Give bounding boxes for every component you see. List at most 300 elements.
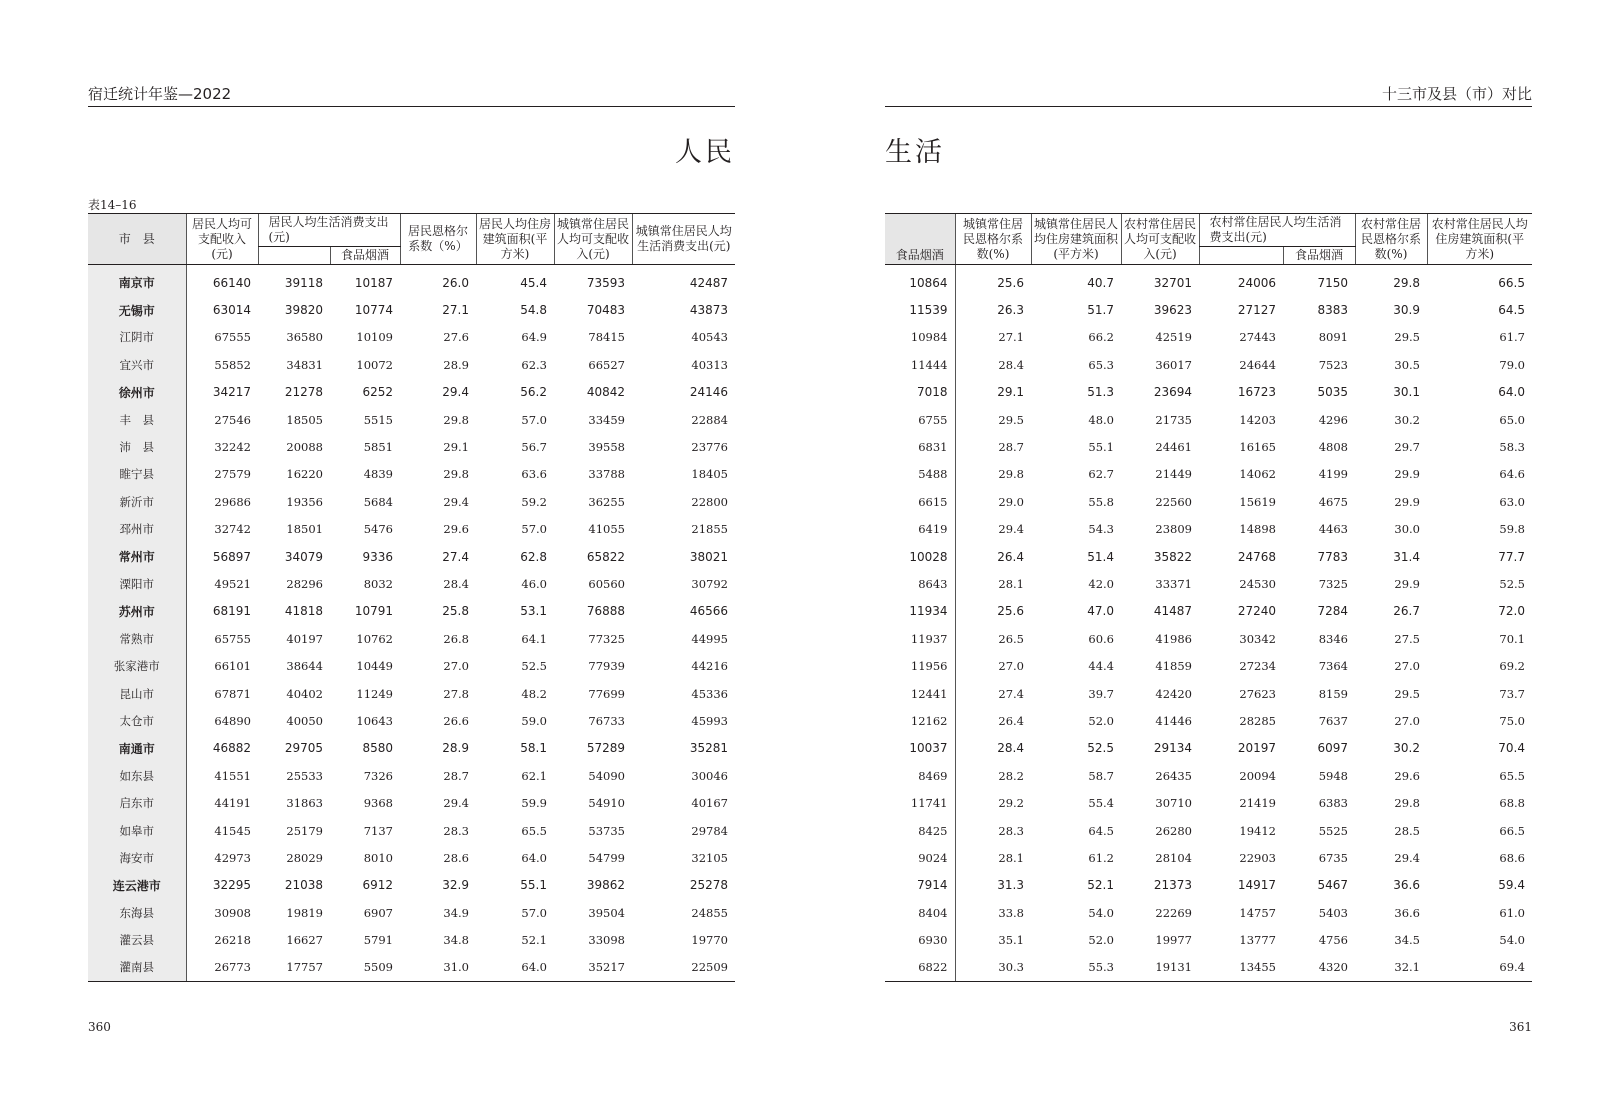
cell-food: 6907 [363,905,393,920]
table-row [885,570,1532,597]
cell-urban-food: 6419 [885,516,955,543]
cell-engel: 28.7 [443,768,469,783]
cell-housing: 64.9 [521,330,547,345]
table-row [88,625,735,652]
cell-rural-income: 21449 [1155,467,1192,482]
cell-urban-engel: 28.4 [998,357,1024,372]
cell-income: 66101 [214,659,251,674]
cell-engel: 28.9 [442,741,469,756]
cell-consumption: 29705 [284,741,323,756]
table-row [88,461,735,488]
table-row [885,265,1532,297]
cell-consumption: 40050 [286,713,323,728]
header-consumption: 居民人均生活消费支出(元) [258,214,400,247]
cell-rural-housing: 64.6 [1499,467,1525,482]
cell-urban-income: 77939 [588,659,625,674]
cell-rural-income: 41487 [1153,604,1192,619]
cell-rural-food: 6383 [1318,796,1348,811]
cell-urban-income: 41055 [588,522,625,537]
table-row [885,899,1532,926]
cell-rural-housing: 79.0 [1499,357,1525,372]
cell-urban-engel: 33.8 [998,905,1024,920]
page-number-right: 361 [1509,1020,1532,1034]
cell-urban-housing: 55.4 [1088,796,1114,811]
cell-rural-consumption: 14917 [1237,878,1276,893]
cell-urban-housing: 54.0 [1088,905,1114,920]
cell-name: 太仓市 [88,707,186,734]
table-row [88,570,735,597]
cell-rural-income: 36017 [1155,357,1192,372]
cell-rural-income: 21735 [1155,412,1192,427]
cell-rural-engel: 29.9 [1394,576,1420,591]
cell-urban-income: 54090 [588,768,625,783]
cell-housing: 54.8 [520,303,547,318]
cell-rural-engel: 29.9 [1394,467,1420,482]
cell-name: 苏州市 [88,598,186,625]
cell-food: 10449 [356,659,393,674]
cell-engel: 27.0 [443,659,469,674]
table-row [88,954,735,982]
cell-rural-consumption: 13777 [1239,933,1276,948]
cell-urban-engel: 26.4 [997,549,1024,564]
cell-name: 徐州市 [88,379,186,406]
cell-income: 32742 [214,522,251,537]
cell-urban-housing: 51.7 [1087,303,1114,318]
cell-rural-food: 7364 [1318,659,1348,674]
cell-urban-housing: 52.5 [1087,741,1114,756]
cell-rural-consumption: 21419 [1239,796,1276,811]
cell-consumption: 18501 [286,522,323,537]
table-row [885,680,1532,707]
cell-urban-engel: 28.7 [998,440,1024,455]
header-rural-housing: 农村常住居民人均住房建筑面积(平方米) [1427,214,1532,265]
cell-food: 10187 [354,275,393,290]
cell-rural-food: 6735 [1318,850,1348,865]
cell-rural-engel: 29.6 [1394,768,1420,783]
cell-rural-food: 7637 [1318,713,1348,728]
cell-engel: 29.4 [443,494,469,509]
cell-urban-consumption: 44216 [691,659,728,674]
chapter-title-right: 生活 [885,137,945,168]
cell-name: 灌云县 [88,926,186,953]
cell-rural-food: 4463 [1318,522,1348,537]
cell-engel: 27.1 [442,303,469,318]
cell-rural-consumption: 14203 [1239,412,1276,427]
cell-urban-food: 11937 [885,625,955,652]
table-row [88,598,735,625]
cell-urban-income: 70483 [586,303,625,318]
cell-rural-income: 23694 [1153,385,1192,400]
table-row [885,598,1532,625]
table-row [88,516,735,543]
table-row [88,265,735,297]
cell-urban-consumption: 42487 [689,275,728,290]
cell-rural-income: 19977 [1155,933,1192,948]
cell-engel: 31.0 [400,954,476,982]
header-rural-income: 农村常住居民人均可支配收入(元) [1121,214,1199,265]
cell-income: 26773 [186,954,258,982]
cell-rural-housing: 68.6 [1499,850,1525,865]
cell-food: 10762 [356,631,393,646]
cell-income: 34217 [212,385,251,400]
cell-rural-income: 26435 [1155,768,1192,783]
cell-urban-consumption: 45336 [691,686,728,701]
cell-urban-engel: 29.1 [997,385,1024,400]
cell-rural-food: 4199 [1318,467,1348,482]
right-page [885,0,1532,1099]
cell-urban-housing: 55.3 [1031,954,1121,982]
cell-urban-engel: 25.6 [997,275,1024,290]
cell-consumption: 20088 [286,440,323,455]
cell-engel: 27.4 [442,549,469,564]
cell-engel: 28.3 [443,823,469,838]
cell-rural-consumption: 20094 [1239,768,1276,783]
cell-rural-food: 5467 [1317,878,1348,893]
cell-consumption: 17757 [258,954,330,982]
cell-rural-engel: 29.5 [1394,330,1420,345]
cell-rural-engel: 30.9 [1393,303,1420,318]
cell-name: 如皋市 [88,817,186,844]
cell-rural-engel: 36.6 [1394,905,1420,920]
cell-rural-food: 4808 [1318,440,1348,455]
table-number: 表14–16 [88,198,137,212]
cell-urban-housing: 52.0 [1088,933,1114,948]
header-housing: 居民人均住房建筑面积(平方米) [476,214,554,265]
cell-urban-food: 9024 [885,844,955,871]
cell-consumption: 21038 [284,878,323,893]
header-urban-engel: 城镇常住居民恩格尔系数(%) [955,214,1031,265]
cell-urban-engel: 28.3 [998,823,1024,838]
cell-consumption: 28029 [286,850,323,865]
cell-rural-engel: 36.6 [1393,878,1420,893]
table-row [885,735,1532,762]
header-engel: 居民恩格尔系数（%） [400,214,476,265]
cell-rural-housing: 64.0 [1498,385,1525,400]
cell-housing: 46.0 [521,576,547,591]
cell-rural-housing: 59.8 [1499,522,1525,537]
cell-urban-consumption: 30046 [691,768,728,783]
cell-name: 连云港市 [88,872,186,899]
table-row [88,899,735,926]
cell-urban-income: 33788 [588,467,625,482]
cell-rural-engel: 30.5 [1394,357,1420,372]
cell-rural-engel: 28.5 [1394,823,1420,838]
table-row [88,406,735,433]
table-row [88,351,735,378]
cell-rural-engel: 30.0 [1394,522,1420,537]
cell-consumption: 38644 [286,659,323,674]
cell-urban-income: 33459 [588,412,625,427]
table-row [88,735,735,762]
cell-housing: 55.1 [520,878,547,893]
table-row [885,707,1532,734]
cell-urban-engel: 29.5 [998,412,1024,427]
cell-housing: 56.2 [520,385,547,400]
cell-rural-engel: 27.5 [1394,631,1420,646]
cell-food: 5509 [330,954,400,982]
cell-rural-engel: 29.8 [1393,275,1420,290]
cell-rural-income: 41986 [1155,631,1192,646]
table-row [88,817,735,844]
cell-urban-housing: 47.0 [1087,604,1114,619]
cell-urban-engel: 27.0 [998,659,1024,674]
header-income: 居民人均可支配收入(元) [186,214,258,265]
cell-rural-engel: 29.7 [1394,440,1420,455]
cell-name: 新沂市 [88,488,186,515]
table-row [88,844,735,871]
cell-food: 8032 [363,576,393,591]
cell-urban-consumption: 46566 [689,604,728,619]
cell-rural-consumption: 16723 [1237,385,1276,400]
cell-urban-housing: 66.2 [1088,330,1114,345]
cell-food: 9368 [363,796,393,811]
cell-rural-consumption: 16165 [1239,440,1276,455]
table-row [88,379,735,406]
cell-urban-income: 35217 [554,954,632,982]
cell-urban-housing: 48.0 [1088,412,1114,427]
cell-housing: 56.7 [521,440,547,455]
cell-rural-housing: 69.2 [1499,659,1525,674]
cell-urban-consumption: 43873 [689,303,728,318]
cell-urban-housing: 40.7 [1087,275,1114,290]
cell-urban-consumption: 19770 [691,933,728,948]
cell-urban-housing: 39.7 [1088,686,1114,701]
table-row [885,379,1532,406]
cell-urban-engel: 28.1 [998,576,1024,591]
cell-income: 27546 [214,412,251,427]
cell-rural-income: 26280 [1155,823,1192,838]
cell-rural-income: 28104 [1155,850,1192,865]
cell-rural-housing: 64.5 [1498,303,1525,318]
cell-food: 5851 [363,440,393,455]
cell-urban-consumption: 18405 [691,467,728,482]
cell-rural-food: 5948 [1318,768,1348,783]
cell-urban-food: 5488 [885,461,955,488]
cell-urban-consumption: 22884 [691,412,728,427]
cell-name: 江阴市 [88,324,186,351]
cell-rural-food: 6097 [1317,741,1348,756]
cell-food: 10774 [354,303,393,318]
cell-housing: 62.8 [520,549,547,564]
cell-urban-consumption: 45993 [691,713,728,728]
cell-urban-housing: 52.0 [1088,713,1114,728]
cell-income: 29686 [214,494,251,509]
cell-name: 睢宁县 [88,461,186,488]
table-row [885,488,1532,515]
cell-housing: 64.1 [521,631,547,646]
cell-urban-income: 33098 [588,933,625,948]
cell-urban-food: 12162 [885,707,955,734]
cell-rural-housing: 59.4 [1498,878,1525,893]
cell-rural-income: 22269 [1155,905,1192,920]
cell-urban-housing: 61.2 [1088,850,1114,865]
cell-urban-income: 77699 [588,686,625,701]
cell-urban-income: 39558 [588,440,625,455]
header-food: 食品烟酒 [330,247,400,265]
cell-rural-housing: 61.0 [1499,905,1525,920]
cell-rural-consumption: 24530 [1239,576,1276,591]
table-row [885,872,1532,899]
cell-food: 8580 [362,741,393,756]
cell-urban-engel: 30.3 [955,954,1031,982]
cell-rural-consumption: 13455 [1199,954,1283,982]
cell-rural-consumption: 19412 [1239,823,1276,838]
cell-housing: 45.4 [520,275,547,290]
cell-engel: 29.4 [442,385,469,400]
cell-income: 56897 [212,549,251,564]
cell-food: 5684 [363,494,393,509]
cell-engel: 27.6 [443,330,469,345]
cell-name: 邳州市 [88,516,186,543]
cell-rural-engel: 29.4 [1394,850,1420,865]
cell-income: 44191 [214,796,251,811]
cell-urban-food: 8643 [885,570,955,597]
cell-urban-income: 78415 [588,330,625,345]
cell-urban-food: 11444 [885,351,955,378]
cell-urban-engel: 27.4 [998,686,1024,701]
cell-food: 10643 [356,713,393,728]
cell-rural-engel: 34.5 [1394,933,1420,948]
cell-engel: 29.8 [443,412,469,427]
cell-housing: 59.2 [521,494,547,509]
cell-rural-housing: 77.7 [1498,549,1525,564]
cell-urban-income: 54799 [588,850,625,865]
cell-rural-housing: 52.5 [1499,576,1525,591]
cell-housing: 64.0 [476,954,554,982]
cell-urban-food: 10864 [885,265,955,297]
cell-consumption: 16627 [286,933,323,948]
header-urban-housing: 城镇常住居民人均住房建筑面积(平方米) [1031,214,1121,265]
cell-engel: 29.8 [443,467,469,482]
table-row [885,625,1532,652]
cell-urban-income: 76733 [588,713,625,728]
table-row [885,762,1532,789]
cell-rural-food: 8346 [1318,631,1348,646]
cell-urban-consumption: 24855 [691,905,728,920]
cell-housing: 52.5 [521,659,547,674]
cell-housing: 57.0 [521,522,547,537]
cell-income: 32242 [214,440,251,455]
header-urban-consumption: 城镇常住居民人均生活消费支出(元) [632,214,735,265]
cell-rural-engel: 26.7 [1393,604,1420,619]
cell-rural-income: 23809 [1155,522,1192,537]
cell-urban-food: 8425 [885,817,955,844]
cell-engel: 32.9 [442,878,469,893]
cell-urban-food: 6822 [885,954,955,982]
cell-rural-housing: 70.4 [1498,741,1525,756]
cell-engel: 26.8 [443,631,469,646]
cell-urban-food: 10984 [885,324,955,351]
cell-rural-income: 24461 [1155,440,1192,455]
cell-rural-engel: 27.0 [1394,713,1420,728]
cell-urban-housing: 62.7 [1088,467,1114,482]
cell-rural-housing: 66.5 [1499,823,1525,838]
left-page [88,0,735,1099]
cell-urban-income: 36255 [588,494,625,509]
cell-urban-engel: 26.5 [998,631,1024,646]
table-row [885,461,1532,488]
header-region: 市 县 [88,214,186,265]
cell-consumption: 39118 [284,275,323,290]
cell-housing: 59.9 [521,796,547,811]
table-row [88,488,735,515]
cell-income: 67555 [214,330,251,345]
cell-consumption: 34079 [284,549,323,564]
table-row [885,543,1532,570]
cell-urban-food: 12441 [885,680,955,707]
cell-urban-income: 76888 [586,604,625,619]
cell-urban-engel: 31.3 [997,878,1024,893]
table-row [88,926,735,953]
cell-rural-housing: 54.0 [1499,933,1525,948]
cell-housing: 62.3 [521,357,547,372]
cell-rural-housing: 66.5 [1498,275,1525,290]
cell-urban-consumption: 30792 [691,576,728,591]
cell-income: 63014 [212,303,251,318]
cell-rural-consumption: 30342 [1239,631,1276,646]
table-row [88,543,735,570]
cell-urban-food: 6930 [885,926,955,953]
cell-urban-engel: 28.2 [998,768,1024,783]
cell-urban-food: 11741 [885,789,955,816]
chapter-title-left: 人民 [675,137,735,168]
cell-consumption: 25179 [286,823,323,838]
cell-urban-housing: 42.0 [1088,576,1114,591]
cell-food: 5791 [363,933,393,948]
cell-rural-income: 21373 [1153,878,1192,893]
cell-rural-income: 29134 [1153,741,1192,756]
cell-name: 昆山市 [88,680,186,707]
cell-consumption: 21278 [284,385,323,400]
table-row [885,652,1532,679]
table-row [885,433,1532,460]
cell-urban-engel: 35.1 [998,933,1024,948]
cell-rural-housing: 65.5 [1499,768,1525,783]
cell-rural-income: 42519 [1155,330,1192,345]
cell-food: 10109 [356,330,393,345]
table-row [88,762,735,789]
table-row [88,707,735,734]
cell-name: 沛 县 [88,433,186,460]
cell-income: 49521 [214,576,251,591]
cell-name: 张家港市 [88,652,186,679]
cell-consumption: 31863 [286,796,323,811]
cell-rural-housing: 65.0 [1499,412,1525,427]
cell-income: 68191 [212,604,251,619]
cell-urban-income: 39862 [586,878,625,893]
cell-rural-consumption: 27127 [1237,303,1276,318]
cell-housing: 53.1 [520,604,547,619]
cell-name: 如东县 [88,762,186,789]
cell-urban-food: 7018 [885,379,955,406]
cell-urban-consumption: 40543 [691,330,728,345]
table-row [885,789,1532,816]
cell-urban-income: 53735 [588,823,625,838]
table-row [88,680,735,707]
right-data-table [885,213,1532,982]
cell-housing: 64.0 [521,850,547,865]
cell-rural-food: 5035 [1317,385,1348,400]
cell-urban-engel: 26.4 [998,713,1024,728]
cell-rural-income: 33371 [1155,576,1192,591]
cell-rural-income: 32701 [1153,275,1192,290]
cell-urban-engel: 29.8 [998,467,1024,482]
cell-housing: 62.1 [521,768,547,783]
cell-income: 42973 [214,850,251,865]
cell-urban-housing: 55.1 [1088,440,1114,455]
cell-urban-engel: 28.1 [998,850,1024,865]
cell-urban-food: 10037 [885,735,955,762]
